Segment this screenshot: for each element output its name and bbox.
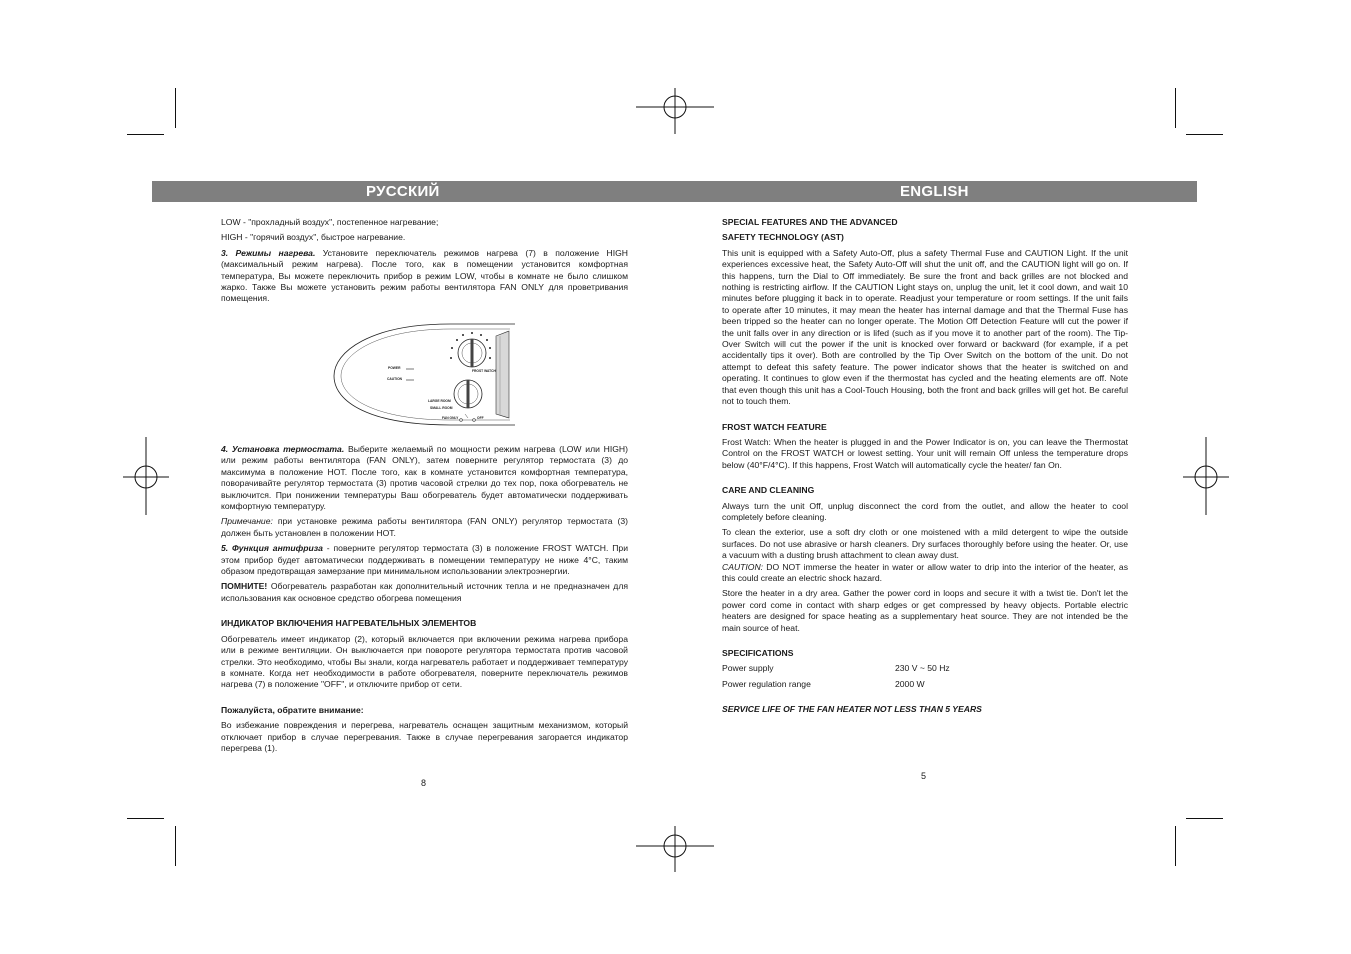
- section-title-english: ENGLISH: [900, 183, 969, 200]
- crop-mark: [1186, 818, 1223, 819]
- crop-mark: [1175, 88, 1176, 128]
- diagram-label-small-room: SMALL ROOM: [430, 406, 453, 410]
- diagram-label-off: OFF: [477, 416, 484, 420]
- paragraph-low: LOW - "прохладный воздух", постепенное нагревание;: [221, 217, 439, 227]
- section-heading: 3. Режимы нагрева.: [221, 247, 316, 258]
- spec-label: Power regulation range: [722, 678, 811, 689]
- caution-text: DO NOT immerse the heater in water or allow water to drip into the interior of the heater, as this could create an electric shock hazard.: [722, 561, 1128, 583]
- registration-mark-icon: [1183, 437, 1229, 515]
- crop-mark: [127, 134, 164, 135]
- section-heading: 4. Установка термостата.: [221, 444, 345, 454]
- frost-watch-text: Frost Watch: When the heater is plugged in and the Power Indicator is on, you can leave the Thermostat Control on the FROST WATCH or lowest setting. Your unit will remain Off unless the temperature drops below (40°F/4°C). If this happens, Frost Watch will automatically cycle the heater/ fan On.: [722, 436, 1128, 470]
- registration-mark-icon: [123, 437, 169, 515]
- note-paragraph: [221, 516, 628, 539]
- care-heading: CARE AND CLEANING: [722, 485, 815, 496]
- ast-heading-line-1: SPECIAL FEATURES AND THE ADVANCED: [722, 217, 898, 227]
- section-heading: 5. Функция антифриза: [221, 543, 323, 554]
- attention-text: Во избежание повреждения и перегрева, нагреватель оснащен защитным механизмом, который отключает прибор в случае перегревания. Также в случае перегревания загорается индикатор перегрева (1).: [221, 720, 628, 753]
- spec-value: 2000 W: [895, 678, 925, 689]
- section-text: - поверните регулятор термостата (3) в положение FROST WATCH. При этом прибор будет автоматически поддерживать в помещении температуру не ниже 4°С, таким образом предотвращая замерзание при минимальном использовании электроэнергии.: [221, 543, 629, 577]
- care-paragraph-1: Always turn the unit Off, unplug disconnect the cord from the outlet, and allow the heater to cool completely before cleaning.: [722, 500, 1128, 522]
- page-number-right: 5: [921, 771, 927, 781]
- section-thermostat: [221, 444, 628, 512]
- caution-label: CAUTION:: [722, 561, 764, 572]
- ast-heading-line-2: SAFETY TECHNOLOGY (AST): [722, 232, 844, 243]
- crop-mark: [127, 818, 164, 819]
- remember-paragraph: [221, 581, 628, 604]
- crop-mark: [175, 826, 176, 866]
- diagram-label-large-room: LARGE ROOM: [428, 399, 451, 403]
- russian-column-top: [221, 217, 628, 305]
- section-antifreeze: [221, 543, 628, 577]
- service-life-note: SERVICE LIFE OF THE FAN HEATER NOT LESS THAN 5 YEARS: [722, 704, 982, 715]
- control-panel-diagram: [330, 318, 520, 430]
- ast-text: This unit is equipped with a Safety Auto-Off, plus a safety Thermal Fuse and CAUTION Light. If the unit experiences excessive heat, the Safety Auto-Off will shut the unit off, and the CAUTION light will go on. If this happens, turn the Dial to Off immediately. Be sure the front and back grilles are not blocked and nothing is restricting airflow. If the CAUTION Light stays on, unplug the unit, let it cool down, and wait 10 minutes before plugging it back in to operate. Readjust your temperature or room settings. If the unit fails to operate after 10 minutes, it may mean the heater has internal damage and that the Thermal Fuse has been tripped so the heater can no longer operate. The Motion Off Detection Feature will cut the power if the unit falls over in any direction or is lifed (such as if you move it to another part of the room). The Tip-Over Switch will cut the power if the unit is knocked over forward or backward (for example, if a pet accidentally tips it over). Both are controlled by the Tip Over Switch on the bottom of the unit. Do not attempt to defeat this safety feature. The power indicator shows that the heater is switched on and operating. It continues to glow even if the thermostat has cycled and the heating elements are off. Note that even though this unit has a Cool-Touch Housing, both the front and back grilles will get hot. Be careful not to touch them.: [722, 247, 1128, 407]
- spec-value: 230 V ~ 50 Hz: [895, 663, 950, 674]
- note-text: при установке режима работы вентилятора (FAN ONLY) регулятор термостата (3) должен быть установлен в положении HOT.: [221, 516, 628, 538]
- care-paragraph-3: Store the heater in a dry area. Gather the power cord in loops and secure it with a twist tie. Don't let the power cord come in contact with sharp edges or get compressed by heavy objects. Portable electric heaters are designed for space heating as a supplementary heat source. They are not intended be the main source of heat.: [722, 588, 1128, 633]
- paragraph-high: HIGH - "горячий воздух", быстрое нагревание.: [221, 232, 406, 243]
- spec-row: [722, 679, 1128, 690]
- section-text: Выберите желаемый по мощности режим нагрева (LOW или HIGH) или режим работы вентилятора (FAN ONLY), затем поверните регулятор термостата (3) до максимума в положение HOT. После того, как в комнате установится комфортная температура, поворачивайте регулятор термостата (3) против часовой стрелки до тех пор, пока обогреватель не выключится. При понижении температуры Ваш обогреватель будет автоматически поддерживать комфортную температуру.: [221, 444, 629, 512]
- header-bar: [152, 181, 1197, 202]
- crop-mark: [175, 88, 176, 128]
- indicator-heading: ИНДИКАТОР ВКЛЮЧЕНИЯ НАГРЕВАТЕЛЬНЫХ ЭЛЕМЕНТОВ: [221, 618, 477, 629]
- note-label: Примечание:: [221, 516, 273, 527]
- diagram-label-power: POWER: [388, 366, 401, 370]
- crop-mark: [1175, 826, 1176, 866]
- frost-watch-heading: FROST WATCH FEATURE: [722, 421, 827, 432]
- page-number-left: 8: [421, 778, 427, 788]
- care-paragraph-2: To clean the exterior, use a soft dry cloth or one moistened with a mild detergent to wipe the outside surfaces. Do not use abrasive or harsh cleaners. Dry surfaces thoroughly before using the heater. Or, use a vacuum with a dusting brush attachment to clean away dust.: [722, 527, 1128, 561]
- english-column: [722, 217, 1128, 716]
- section-text: Установите переключатель режимов нагрева (7) в положение HIGH (максимальный режим нагрева). После того, как в помещении установится комфортная температура, Вы можете переключить прибор в режим LOW, чтобы в комнате не было слишком жарко. Также Вы можете установить режим работы вентилятора FAN ONLY для проветривания помещения.: [221, 247, 628, 304]
- spec-row: [722, 663, 1128, 674]
- registration-mark-icon: [636, 88, 714, 134]
- caution-paragraph: [722, 562, 1128, 585]
- crop-mark: [1186, 134, 1223, 135]
- section-title-russian: РУССКИЙ: [366, 183, 440, 200]
- diagram-label-frost-watch: FROST WATCH: [472, 369, 496, 373]
- registration-mark-icon: [636, 826, 714, 872]
- indicator-text: Обогреватель имеет индикатор (2), который включается при включении режима нагрева прибора или в режиме вентиляции. Он выключается при повороте регулятора термостата против часовой стрелки. Это необходимо, чтобы Вы знали, когда нагреватель работает и поддерживает температуру в комнате. Когда нет необходимости в работе обогревателя, поверните переключатель режимов нагрева (7) в положение "OFF", и отключите прибор от сети.: [221, 633, 628, 690]
- remember-label: ПОМНИТЕ!: [221, 581, 268, 592]
- diagram-label-fan-only: FAN ONLY: [442, 416, 459, 420]
- spec-label: Power supply: [722, 663, 774, 674]
- attention-heading: Пожалуйста, обратите внимание:: [221, 704, 364, 715]
- remember-text: Обогреватель разработан как дополнительный источник тепла и не предназначен для использования как основное средство обогрева помещения: [221, 581, 628, 603]
- diagram-label-caution: CAUTION: [387, 377, 403, 381]
- russian-column-bottom: [221, 444, 628, 754]
- specifications-heading: SPECIFICATIONS: [722, 648, 794, 658]
- section-heating-modes: [221, 248, 628, 305]
